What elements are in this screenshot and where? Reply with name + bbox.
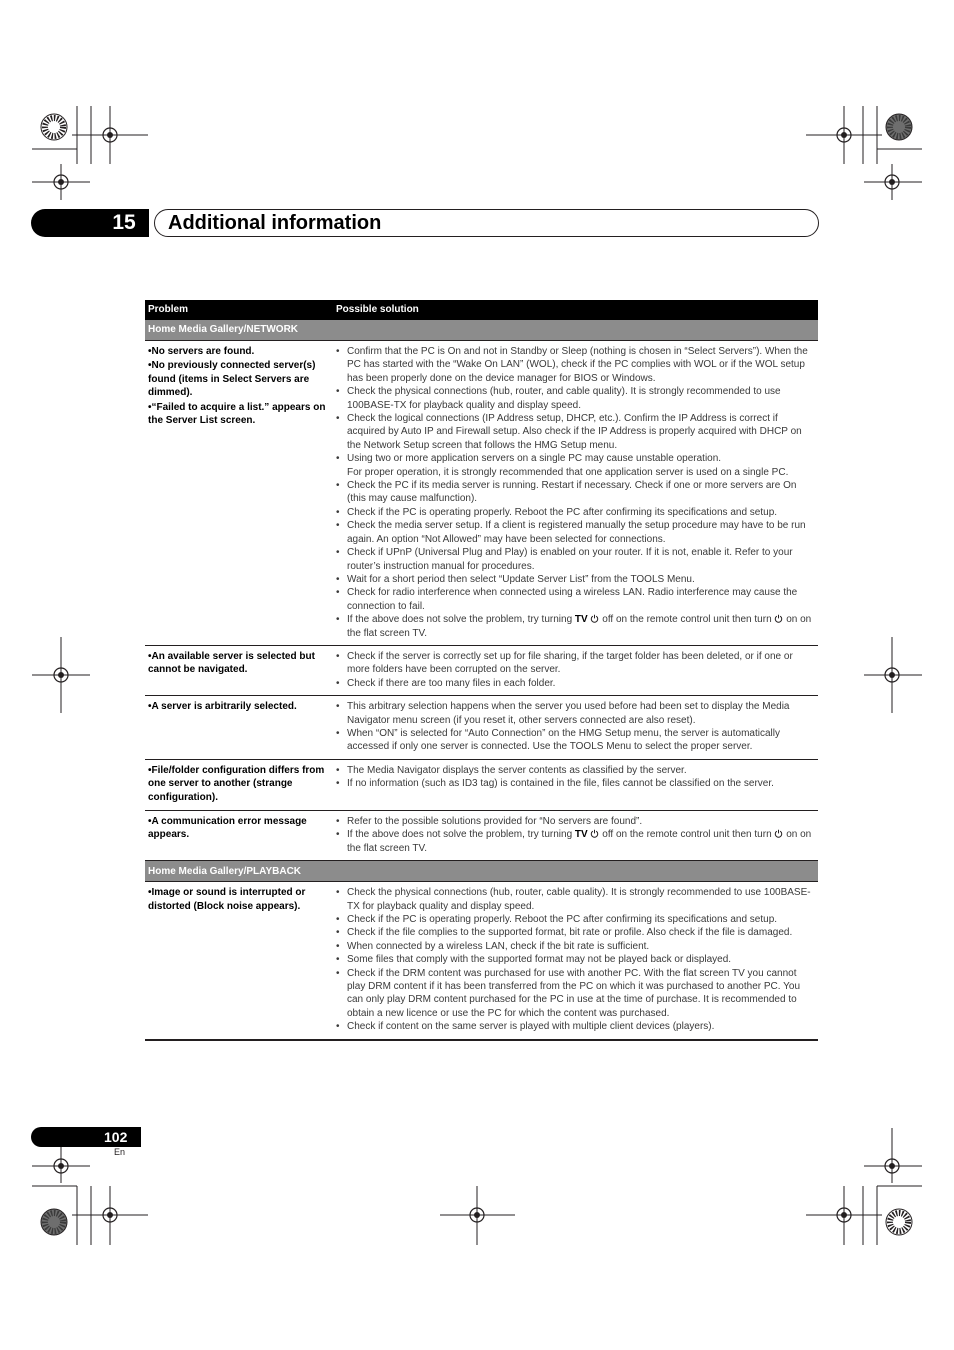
- table-row: [145, 696, 818, 760]
- solution-item: • This arbitrary selection happens when the server you used before had been set to display the Media Navigator menu screen (if you reset it, other servers connected are also reset).: [336, 700, 815, 727]
- problem-text: •A server is arbitrarily selected.: [148, 701, 297, 713]
- chapter-number: 15: [112, 211, 136, 234]
- problem-cell: [145, 759, 333, 810]
- solution-item: • Check the physical connections (hub, router, and cable quality). It is strongly recommended to use 100BASE-TX for playback quality and display speed.: [336, 385, 815, 412]
- solution-item: • Check the logical connections (IP Address setup, DHCP, etc.). Confirm the IP Address is correct if acquired by Auto IP and Firewall setup. Also check if the IP Address is properly acquired with DHCP on the Network Setup screen that follows the HMG Setup menu.: [336, 412, 815, 452]
- power-icon: [774, 829, 783, 838]
- solution-cell: [333, 341, 818, 646]
- solution-item: • Check the media server setup. If a client is registered manually the setup procedure may have to be run again. An option “Not Allowed” may have been selected for connections.: [336, 519, 815, 546]
- problem-cell: [145, 696, 333, 760]
- problem-cell: [145, 882, 333, 1040]
- solution-item: • Check if content on the same server is played with multiple client devices (players).: [336, 1020, 815, 1033]
- solution-item: • When connected by a wireless LAN, check if the bit rate is sufficient.: [336, 940, 815, 953]
- header-problem: Problem: [145, 300, 333, 320]
- solution-item: • Check for radio interference when connected using a wireless LAN. Radio interference may cause the connection to fail.: [336, 586, 815, 613]
- problem-cell: [145, 341, 333, 646]
- table-row: [145, 645, 818, 695]
- chapter-title: Additional information: [168, 212, 382, 234]
- solution-item: • Check if the DRM content was purchased for use with another PC. With the flat screen TV you cannot play DRM content if it has been transferred from the PC on which it was purchased to another PC. You can only play DRM content purchased for the PC in use at the time of purchase. It is recommended to obtain a new licence or use the PC for which the content was purchased.: [336, 967, 815, 1021]
- solution-item: • Wait for a short period then select “Update Server List” from the TOOLS Menu.: [336, 573, 815, 586]
- problem-cell: [145, 811, 333, 861]
- problem-text: •No servers are found.: [148, 346, 255, 357]
- page-language: En: [114, 1147, 126, 1157]
- solution-item: • Some files that comply with the supported format may not be played back or displayed.: [336, 953, 815, 966]
- solution-item: • Using two or more application servers on a single PC may cause unstable operation. For proper operation, it is strongly recommended that one application server is used on a single PC.: [336, 452, 815, 479]
- solution-item: • Check if there are too many files in each folder.: [336, 677, 815, 690]
- solution-item: • Check the physical connections (hub, router, cable quality). It is strongly recommended to use 100BASE-TX for playback quality and display speed.: [336, 886, 815, 913]
- solution-item: • Confirm that the PC is On and not in Standby or Sleep (nothing is chosen in “Select Servers”). When the PC has started with the “Wake On LAN” (WOL), check if the PC complies with WOL or if the WOL setup has been properly done on the device manager for BIOS or Windows.: [336, 345, 815, 385]
- table-row: [145, 882, 818, 1040]
- solution-cell: [333, 696, 818, 760]
- problem-text: •File/folder configuration differs from one server to another (strange configuration).: [148, 764, 325, 803]
- solution-item-power-tip: • If the above does not solve the problem, try turning TV off on the remote control unit then turn on on the flat screen TV.: [336, 828, 815, 855]
- troubleshooting-table: [145, 300, 818, 1041]
- solution-cell: [333, 645, 818, 695]
- section-row-network: [145, 320, 818, 341]
- tv-key-label: TV: [574, 614, 588, 626]
- section-title: Home Media Gallery/PLAYBACK: [145, 861, 818, 882]
- solution-item: • Check if UPnP (Universal Plug and Play) is enabled on your router. If it is not, enable it. Refer to your router’s instruction manual for procedures.: [336, 546, 815, 573]
- table-header-row: [145, 300, 818, 320]
- section-row-playback: [145, 861, 818, 882]
- solution-item: • Check if the PC is operating properly. Reboot the PC after confirming its specifications and setup.: [336, 506, 815, 519]
- solution-item: • Refer to the possible solutions provided for “No servers are found”.: [336, 815, 815, 828]
- problem-text: •Image or sound is interrupted or distorted (Block noise appears).: [148, 887, 306, 912]
- solution-item: • If no information (such as ID3 tag) is contained in the file, files cannot be classified on the server.: [336, 777, 815, 790]
- solution-cell: [333, 811, 818, 861]
- power-icon: [590, 829, 599, 838]
- problem-text: •“Failed to acquire a list.” appears on the Server List screen.: [148, 401, 326, 427]
- solution-cell: [333, 882, 818, 1040]
- header-solution: Possible solution: [333, 300, 818, 320]
- solution-item: • The Media Navigator displays the server contents as classified by the server.: [336, 764, 815, 777]
- problem-text: •No previously connected server(s) found (items in Select Servers are dimmed).: [148, 360, 316, 399]
- solution-item: • Check if the PC is operating properly. Reboot the PC after confirming its specifications and setup.: [336, 913, 815, 926]
- power-icon: [774, 614, 783, 623]
- solution-item: • Check if the server is correctly set up for file sharing, if the target folder has been deleted, or if one or more folders have been corrupted on the server.: [336, 650, 815, 677]
- section-title: Home Media Gallery/NETWORK: [145, 320, 818, 341]
- solution-extra: For proper operation, it is strongly recommended that one application server is used on a single PC.: [347, 466, 789, 478]
- problem-text: •A communication error message appears.: [148, 816, 307, 841]
- table-row: [145, 341, 818, 646]
- solution-cell: [333, 759, 818, 810]
- solution-item: • Check if the file complies to the supported format, bit rate or profile. Also check if the file is damaged.: [336, 926, 815, 939]
- power-icon: [590, 614, 599, 623]
- solution-item-power-tip: • If the above does not solve the problem, try turning TV off on the remote control unit then turn on on the flat screen TV.: [336, 613, 815, 640]
- tv-key-label: TV: [574, 829, 588, 841]
- page-number: 102: [104, 1129, 128, 1145]
- solution-item: • When “ON” is selected for “Auto Connection” on the HMG Setup menu, the server is automatically accessed if only one server is connected. Use the TOOLS Menu to select the proper server.: [336, 727, 815, 754]
- problem-cell: [145, 645, 333, 695]
- solution-item: • Check the PC if its media server is running. Restart if necessary. Check if one or more servers are On (this may cause malfunction).: [336, 479, 815, 506]
- table-row: [145, 759, 818, 810]
- table-row: [145, 811, 818, 861]
- problem-text: •An available server is selected but cannot be navigated.: [148, 650, 315, 676]
